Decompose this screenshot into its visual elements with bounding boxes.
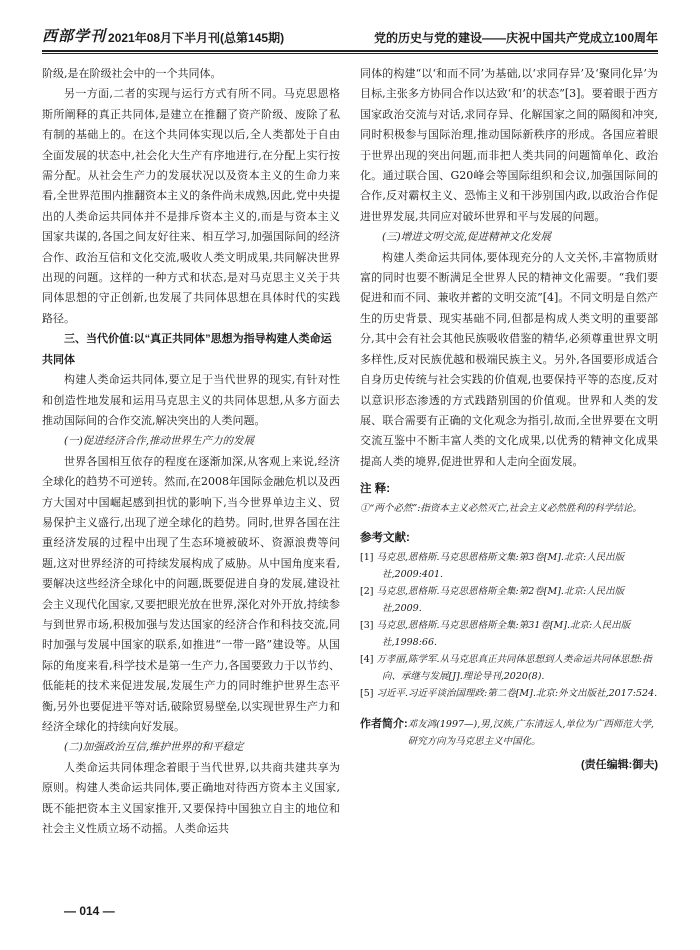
paragraph: 构建人类命运共同体,要立足于当代世界的现实,有针对性和创造性地发展和运用马克思主义的共同体思想,从多方面去推动国际间的合作交流,解决突出的人类问题。 [42,373,340,427]
references-heading: 参考文献: [360,532,410,545]
reference-item [360,651,658,685]
left-column [42,64,340,839]
paragraph: 人类命运共同体理念着眼于当代世界,以共商共建共享为原则。构建人类命运共同体,要正确地对待西方资本主义国家,既不能把资本主义国家推开,又要保持中国独立自主的地位和社会主义性质立场不动摇。人类命运共 [42,760,340,836]
reference-number: [3] [360,620,374,632]
reference-item [360,617,658,651]
paragraph: 构建人类命运共同体,要体现充分的人文关怀,丰富物质财富的同时也要不断满足全世界人民的精神文化需要。“我们要促进和而不同、兼收并蓄的文明交流”[4]。不同文明是自然产生的历史背景、现实基础不同,但都是构成人类文明的重要部分,其中会有社会其他民族吸收借鉴的精华,必须尊重世界文明多样性,反对民族优越和极端民族主义。另外,各国要形成适合自身历史传统与社会实践的价值观,也要保持平等的态度,反对以意识形态渗透的方式践踏别国的价值观。世界和人类的发展、联合需要有正确的文化观念为指引,故而,全世界要在文明交流互鉴中不断丰富人类的文化成果,以优秀的精神文化成果提高人类的境界,促进世界和人走向全面发展。 [360,250,658,468]
reference-item [360,685,658,702]
reference-number: [1] [360,552,374,564]
paragraph: 同体的构建“以‘和而不同’为基础,以‘求同存异’及‘聚同化异’为目标,主张多方协同合作以达致‘和’的状态”[3]。要着眼于西方国家政治交流与对话,求同存异、化解国家之间的隔阂和冲突,同时积极参与国际治理,推动国际新秩序的形成。各国应着眼于世界出现的突出问题,而非把人类共同的问题简单化、政治化。通过联合国、G20峰会等国际组织和会议,加强国际间的合作,反对霸权主义、恐怖主义和干涉别国内政,以政治合作促进世界发展,共同应对破坏世界和平与发展的问题。 [360,67,658,223]
note-item: ①“两个必然”:指资本主义必然灭亡,社会主义必然胜利的科学结论。 [360,503,642,515]
reference-number: [5] [360,688,374,700]
header-left [42,25,284,46]
header-rule-thin [42,53,658,54]
reference-text: 习近平.习近平谈治国理政:第二卷[M].北京:外文出版社,2017:524. [376,688,658,700]
reference-text: 马克思,恩格斯.马克思恩格斯全集:第31卷[M].北京:人民出版社,1998:66. [376,620,631,649]
reference-text: 马克思,恩格斯.马克思恩格斯文集:第3卷[M].北京:人民出版社,2009:401. [376,552,625,581]
notes-heading: 注 释: [360,483,391,496]
reference-list [360,549,658,702]
page-number: — 014 — [64,904,115,918]
reference-item [360,549,658,583]
paragraph: 另一方面,二者的实现与运行方式有所不同。马克思恩格斯所阐释的真正共同体,是建立在推翻了资产阶级、废除了私有制的基础上的。在这个共同体实现以后,全人类都处于自由全面发展的状态中,社会化大生产有序地进行,在分配上实行按需分配。从社会生产力的发展状况以及资本主义的生命力来看,全世界范围内推翻资本主义的条件尚未成熟,因此,党中央提出的人类命运共同体并不是排斥资本主义的,而是与资本主义国家共谋的,各国之间友好往来、相互学习,加强国际间的经济合作、政治互信和文化交流,吸收人类文明成果,共同解决世界出现的问题。这样的一种方式和状态,是对马克思主义关于共同体思想的守正创新,也发展了共同体思想在具体时代的实践路径。 [42,87,340,325]
running-header [42,22,658,46]
series-title: 党的历史与党的建设——庆祝中国共产党成立100周年 [373,31,658,45]
editor-credit: (责任编辑:御夫) [581,759,658,772]
issue-info: 2021年08月下半月刊(总第145期) [108,31,285,45]
reference-text: 马克思,恩格斯.马克思恩格斯全集:第2卷[M].北京:人民出版社,2009. [376,586,625,615]
reference-number: [4] [360,654,374,666]
header-rule-thick [42,50,658,52]
author-bio-text: 邓友鸿(1997—),男,汉族,广东清远人,单位为广西师范大学,研究方向为马克思主义中国化。 [407,719,654,748]
reference-number: [2] [360,586,374,598]
author-bio-label: 作者简介: [360,718,408,731]
subsection-heading: (一)促进经济合作,推动世界生产力的发展 [64,435,255,448]
paragraph: 世界各国相互依存的程度在逐渐加深,从客观上来说,经济全球化的趋势不可逆转。然而,在2008年国际金融危机以及西方大国对中国崛起感到担忧的影响下,当今世界单边主义、贸易保护主义盛行,出现了逆全球化的趋势。同时,世界各国在注重经济发展的过程中出现了生态环境被破坏、资源浪费等问题,这对世界经济的可持续发展构成了威胁。从中国角度来看,要解决这些经济全球化中的问题,既要促进自身的发展,建设社会主义现代化国家,又要把眼光放在世界,深化对外开放,持续参与到世界市场,积极加强与发达国家的经济合作和科技交流,同时加强与发展中国家的联系,如推进“一带一路”建设等。从国际的角度来看,科学技术是第一生产力,各国要致力于以节约、低能耗的技术来促进发展,发展生产力的同时维护世界生态平衡,另外也要促进平等对话,破除贸易壁垒,以实现世界生产力和经济全球化的持续向好发展。 [42,454,340,733]
section-heading: 三、当代价值:以“真正共同体”思想为指导构建人类命运共同体 [42,333,332,366]
reference-text: 万孝丽,陈学军.从马克思真正共同体思想到人类命运共同体思想:指向、承继与发展[J].理论导刊,2020(8). [376,654,652,683]
subsection-heading: (三)增进文明交流,促进精神文化发展 [382,231,552,244]
paragraph: 阶级,是在阶级社会中的一个共同体。 [42,67,222,80]
subsection-heading: (二)加强政治互信,维护世界的和平稳定 [64,741,244,754]
right-column [360,64,658,772]
magazine-name: 西部学刊 [42,27,107,45]
reference-item [360,583,658,617]
author-bio [360,716,658,750]
